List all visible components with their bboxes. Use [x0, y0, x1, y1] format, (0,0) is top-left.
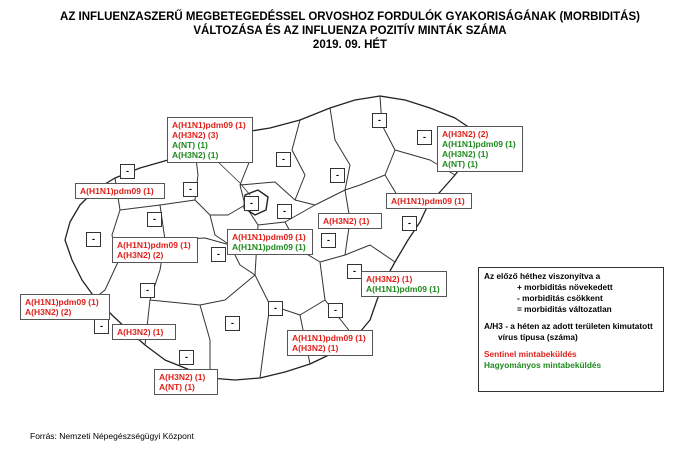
virus-count-line: A(H3N2) (1) — [292, 343, 339, 353]
county-label-box — [361, 271, 447, 297]
region-trend-marker: - — [179, 350, 194, 365]
virus-count-line: A(NT) (1) — [442, 159, 478, 169]
virus-count-line: A(H1N1)pdm09 (1) — [232, 242, 306, 252]
virus-count-line: A(H1N1)pdm09 (1) — [25, 297, 99, 307]
county-label-box — [386, 193, 472, 209]
legend-traditional: Hagyományos mintabeküldés — [484, 360, 602, 370]
region-trend-marker: - — [277, 204, 292, 219]
virus-count-line: A(NT) (1) — [172, 140, 208, 150]
legend-note-line-2: vírus típusa (száma) — [498, 332, 578, 342]
region-trend-marker: - — [417, 130, 432, 145]
region-trend-marker: - — [86, 232, 101, 247]
virus-count-line: A(H3N2) (1) — [442, 149, 489, 159]
county-label-box — [318, 213, 382, 229]
region-trend-marker: - — [347, 264, 362, 279]
virus-count-line: A(H1N1)pdm09 (1) — [391, 196, 465, 206]
county-label-box — [112, 237, 198, 263]
county-label-box — [20, 294, 110, 320]
region-trend-marker: - — [147, 212, 162, 227]
virus-count-line: A(H1N1)pdm09 (1) — [366, 284, 440, 294]
virus-count-line: A(H3N2) (1) — [366, 274, 413, 284]
virus-count-line: A(H1N1)pdm09 (1) — [232, 232, 306, 242]
virus-count-line: A(H1N1)pdm09 (1) — [80, 186, 154, 196]
virus-count-line: A(NT) (1) — [159, 382, 195, 392]
region-trend-marker: - — [321, 233, 336, 248]
region-trend-marker: - — [268, 301, 283, 316]
virus-count-line: A(H3N2) (1) — [159, 372, 206, 382]
region-trend-marker: - — [94, 319, 109, 334]
region-trend-marker: - — [140, 283, 155, 298]
region-trend-marker: - — [330, 168, 345, 183]
county-label-box — [287, 330, 373, 356]
legend-heading: Az előző héthez viszonyítva a — [484, 271, 601, 281]
region-trend-marker: - — [372, 113, 387, 128]
virus-count-line: A(H3N2) (2) — [442, 129, 489, 139]
legend-decrease: - morbiditás csökkent — [517, 293, 603, 303]
county-label-box — [227, 229, 313, 255]
region-trend-marker: - — [276, 152, 291, 167]
region-trend-marker: - — [211, 247, 226, 262]
legend-sentinel: Sentinel mintabeküldés — [484, 349, 577, 359]
virus-count-line: A(H3N2) (1) — [117, 327, 164, 337]
virus-count-line: A(H1N1)pdm09 (1) — [172, 120, 246, 130]
title-line-2: VÁLTOZÁSA ÉS AZ INFLUENZA POZITÍV MINTÁK SZÁMA — [193, 25, 507, 37]
title-line-1: AZ INFLUENZASZERŰ MEGBETEGEDÉSSEL ORVOSHOZ FORDULÓK GYAKORISÁGÁNAK (MORBIDITÁS) — [60, 11, 640, 23]
title-line-3: 2019. 09. HÉT — [312, 39, 388, 51]
virus-count-line: A(H1N1)pdm09 (1) — [442, 139, 516, 149]
region-trend-marker: - — [328, 303, 343, 318]
virus-count-line: A(H3N2) (2) — [25, 307, 72, 317]
source-note: Forrás: Nemzeti Népegészségügyi Központ — [30, 431, 194, 441]
virus-count-line: A(H3N2) (1) — [323, 216, 370, 226]
legend-unchanged: = morbiditás változatlan — [517, 304, 612, 314]
legend-note-line-1: A/H3 - a héten az adott területen kimutatott — [484, 321, 653, 331]
county-label-box — [437, 126, 523, 172]
virus-count-line: A(H3N2) (3) — [172, 130, 219, 140]
county-label-box — [112, 324, 176, 340]
region-trend-marker: - — [402, 216, 417, 231]
virus-count-line: A(H3N2) (1) — [172, 150, 219, 160]
region-trend-marker: - — [244, 196, 259, 211]
county-label-box — [167, 117, 253, 163]
virus-count-line: A(H1N1)pdm09 (1) — [292, 333, 366, 343]
virus-count-line: A(H3N2) (2) — [117, 250, 164, 260]
county-label-box — [154, 369, 218, 395]
virus-count-line: A(H1N1)pdm09 (1) — [117, 240, 191, 250]
region-trend-marker: - — [225, 316, 240, 331]
region-trend-marker: - — [183, 182, 198, 197]
map-legend — [478, 267, 664, 392]
legend-increase: + morbiditás növekedett — [517, 282, 613, 292]
county-label-box — [75, 183, 165, 199]
region-trend-marker: - — [120, 164, 135, 179]
